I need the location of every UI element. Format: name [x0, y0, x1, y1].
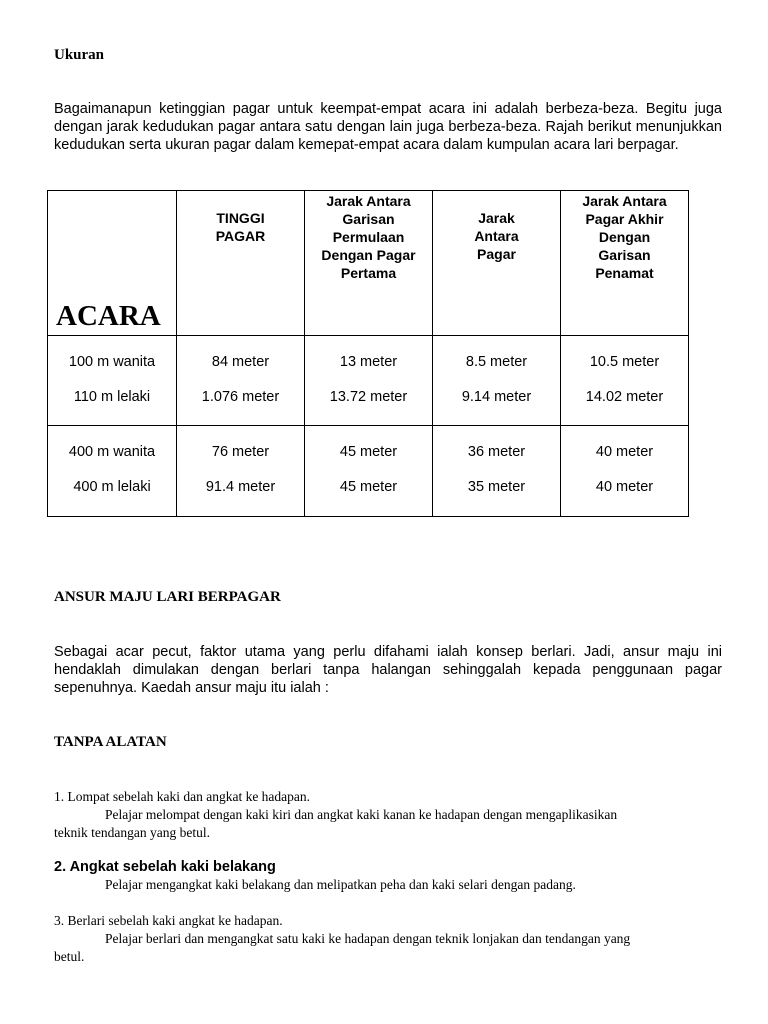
- item-desc-first: Pelajar mengangkat kaki belakang dan melipatkan peha dan kaki selari dengan padang.: [105, 877, 576, 892]
- header-tinggi-pagar: TINGGI PAGAR: [177, 191, 305, 336]
- jarak-antara-cell: 36 meter 35 meter: [433, 426, 561, 517]
- section-title-ansur-maju: ANSUR MAJU LARI BERPAGAR: [54, 589, 281, 605]
- item-desc-rest: teknik tendangan yang betul.: [54, 825, 210, 840]
- header-jarak-permulaan: Jarak Antara Garisan Permulaan Dengan Pagar Pertama: [305, 191, 433, 336]
- jarak-akhir-cell: 10.5 meter 14.02 meter: [561, 336, 689, 426]
- event-cell: 100 m wanita 110 m lelaki: [48, 336, 177, 426]
- item-title: 3. Berlari sebelah kaki angkat ke hadapan.: [54, 913, 283, 928]
- item-title: 1. Lompat sebelah kaki dan angkat ke hadapan.: [54, 789, 311, 804]
- jarak-permulaan-cell: 45 meter 45 meter: [305, 426, 433, 517]
- item-desc-first: Pelajar berlari dan mengangkat satu kaki ke hadapan dengan teknik lonjakan dan tendangan yang: [105, 931, 631, 946]
- ansur-maju-paragraph: Sebagai acar pecut, faktor utama yang perlu difahami ialah konsep berlari. Jadi, ansur maju ini hendaklah dimulakan dengan berlari tanpa halangan sehinggalah kepada penggunaan pagar sepenuhnya. Kaedah ansur maju itu ialah :: [54, 644, 722, 696]
- header-acara: [48, 191, 177, 336]
- section-title-ukuran: Ukuran: [54, 47, 105, 63]
- event-cell: 400 m wanita 400 m lelaki: [48, 426, 177, 517]
- hurdle-measurements-table: [47, 190, 689, 517]
- jarak-permulaan-cell: 13 meter 13.72 meter: [305, 336, 433, 426]
- jarak-akhir-cell: 40 meter 40 meter: [561, 426, 689, 517]
- jarak-antara-cell: 8.5 meter 9.14 meter: [433, 336, 561, 426]
- intro-paragraph: Bagaimanapun ketinggian pagar untuk keempat-empat acara ini adalah berbeza-beza. Begitu juga dengan jarak kedudukan pagar antara satu dengan lain juga berbeza-beza. Rajah berikut menunjukkan kedudukan serta ukuran pagar dalam kemepat-empat acara dalam kumpulan acara lari berpagar.: [54, 101, 722, 153]
- item-desc-first: Pelajar melompat dengan kaki kiri dan angkat kaki kanan ke hadapan dengan mengaplikasikan: [105, 807, 618, 822]
- list-item: [54, 858, 722, 894]
- section-title-tanpa-alatan: TANPA ALATAN: [54, 734, 167, 750]
- item-desc-rest: betul.: [54, 949, 85, 964]
- acara-label: ACARA: [56, 300, 161, 332]
- tinggi-cell: 84 meter 1.076 meter: [177, 336, 305, 426]
- table-row: [48, 336, 689, 426]
- item-title: 2. Angkat sebelah kaki belakang: [54, 859, 276, 875]
- tinggi-cell: 76 meter 91.4 meter: [177, 426, 305, 517]
- list-item: [54, 788, 722, 842]
- list-item: [54, 912, 722, 966]
- table-header-row: [48, 191, 689, 336]
- table-row: [48, 426, 689, 517]
- header-jarak-akhir: Jarak Antara Pagar Akhir Dengan Garisan Penamat: [561, 191, 689, 336]
- header-jarak-antara-pagar: Jarak Antara Pagar: [433, 191, 561, 336]
